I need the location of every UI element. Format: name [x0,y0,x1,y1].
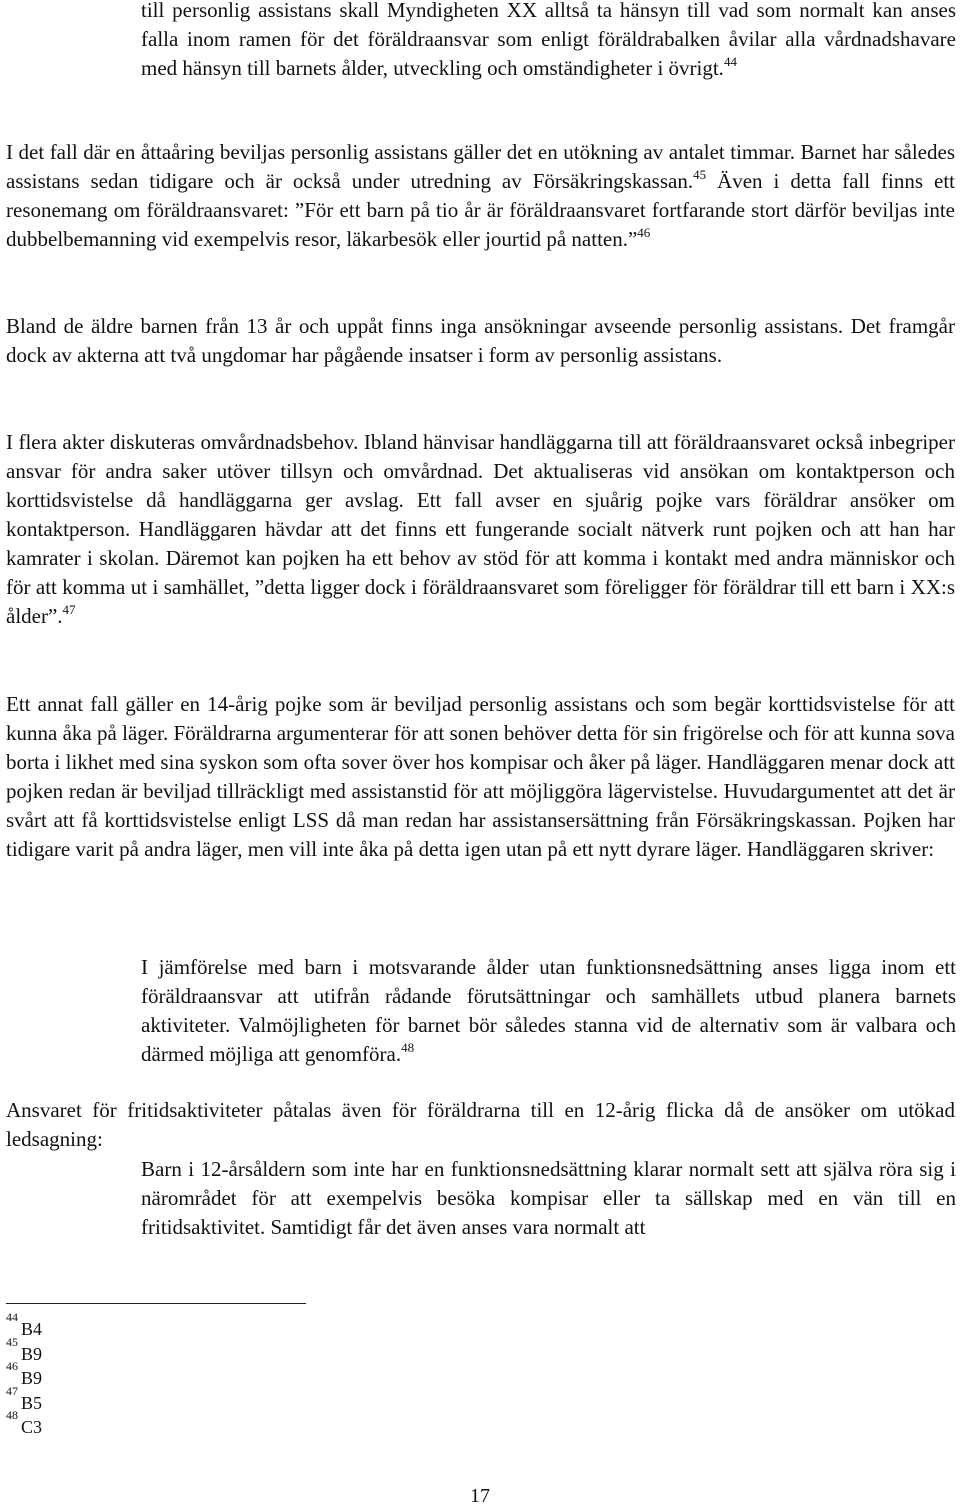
footnote-item [6,1408,43,1440]
paragraph-text: I flera akter diskuteras omvårdnadsbehov. Ibland hänvisar handläggarna till att föräldraansvaret också inbegriper ansvar för andra saker utöver tillsyn och omvårdnad. Det aktualiseras vid ansökan om kontaktperson och korttidsvistelse då handläggarna ger avslag. Ett fall avser en sjuårig pojke vars föräldrar ansöker om kontaktperson. Handläggaren hävdar att det finns ett fungerande socialt nätverk runt pojken och att han har kamrater i skolan. Däremot kan pojken ha ett behov av stöd för att komma i kontakt med andra människor och för att komma ut i samhället, ”detta ligger dock i föräldraansvaret som föreligger för föräldrar till ett barn i XX:s ålder”. [6,430,955,628]
footnote-text: C3 [21,1417,43,1437]
paragraph-text: Ansvaret för fritidsaktiviteter påtalas även för föräldrarna till en 12-årig flicka då de ansöker om utökad ledsagning: [6,1098,955,1151]
footnote-reference: 44 [723,54,737,69]
paragraph-leisure-activities [6,1096,955,1154]
footnote-separator [6,1303,306,1304]
footnote-reference: 48 [401,1040,415,1055]
paragraph-text: Bland de äldre barnen från 13 år och uppåt finns inga ansökningar avseende personlig assistans. Det framgår dock av akterna att två ungdomar har pågående insatser i form av personlig assistans. [6,314,955,367]
footnote-number: 46 [6,1359,18,1373]
footnote-reference: 46 [637,225,651,240]
footnote-text: B9 [21,1368,43,1388]
paragraph-text: Ett annat fall gäller en 14-årig pojke som är beviljad personlig assistans och som begär korttidsvistelse för att kunna åka på läger. Föräldrarna argumenterar för att sonen behöver detta för sin frigörelse och för att kunna sova borta i likhet med sina syskon som ofta sover över hos kompisar och åker på läger. Handläggaren menar dock att pojken redan är beviljad tillräckligt med assistanstid för att möjliggöra lägervistelse. Huvudargumentet att det är svårt att få korttidsvistelse enligt LSS då man redan har assistansersättning från Försäkringskassan. Pojken har tidigare varit på andra läger, men vill inte åka på detta igen utan på ett nytt dyrare läger. Handläggaren skriver: [6,692,955,861]
footnote-number: 47 [6,1383,18,1398]
block-quote-caseworker [141,953,956,1069]
block-quote-twelve-year-old [141,1155,956,1242]
paragraph-text: I jämförelse med barn i motsvarande ålder utan funktionsnedsättning anses ligga inom ett föräldraansvar att utifrån rådande förutsättningar och samhällets utbud planera barnets aktiviteter. Valmöjligheten för barnet bör således stanna vid de alternativ som är valbara och därmed möjliga att genomföra. [141,955,956,1066]
footnote-text: B4 [21,1319,43,1339]
footnote-text: B5 [21,1392,43,1413]
paragraph-care-needs [6,428,955,631]
paragraph-fourteen-year-old [6,690,955,864]
paragraph-text: I det fall där en åttaåring beviljas personlig assistans gäller det en utökning av antalet timmar. Barnet har således assistans sedan tidigare och är också under utredning av Försäkringskassan. [6,140,955,193]
paragraph-older-children [6,312,955,370]
footnote-reference: 45 [693,167,707,182]
footnote-reference: 47 [62,602,76,617]
page-number: 17 [470,1485,490,1507]
paragraph-text: Barn i 12-årsåldern som inte har en funktionsnedsättning klarar normalt sett att själva röra sig i närområdet för att exempelvis besöka kompisar eller ta sällskap med en vän till en fritidsaktivitet. Samtidigt får det även anses vara normalt att [141,1157,956,1239]
paragraph-text: till personlig assistans skall Myndigheten XX alltså ta hänsyn till vad som normalt kan anses falla inom ramen för det föräldraansvar som enligt föräldrabalken åvilar alla vårdnadshavare med hänsyn till barnets ålder, utveckling och omständigheter i övrigt. [141,0,956,80]
footnote-number: 48 [6,1408,18,1422]
paragraph-text: Även i detta fall finns ett resonemang om föräldraansvaret: ”För ett barn på tio år är föräldraansvaret fortfarande stort därför beviljas inte dubbelbemanning vid exempelvis resor, läkarbesök eller jourtid på natten.” [6,169,956,251]
paragraph-eight-year-old [6,138,955,254]
footnote-number: 45 [6,1334,18,1349]
paragraph-1-continued [141,0,956,83]
footnote-text: B9 [21,1343,43,1364]
footnote-list [6,1310,43,1440]
footnote-number: 44 [6,1310,18,1324]
